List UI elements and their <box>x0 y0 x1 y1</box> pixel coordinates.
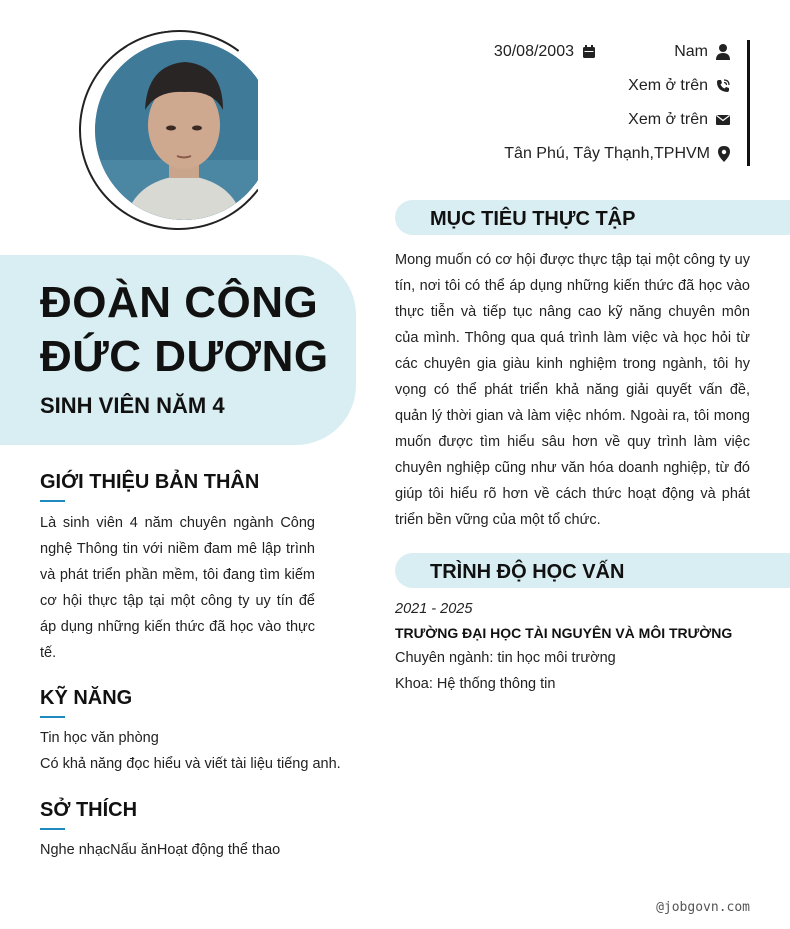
skill-item: Tin học văn phòng <box>40 730 159 746</box>
contact-phone <box>628 74 730 98</box>
education-heading: TRÌNH ĐỘ HỌC VẤN <box>430 561 625 583</box>
hobbies-underline <box>40 828 65 830</box>
avatar-crop-edge <box>258 30 298 230</box>
name-line-2: ĐỨC DƯƠNG <box>40 332 329 381</box>
objective-heading: MỤC TIÊU THỰC TẬP <box>430 208 636 230</box>
education-faculty: Khoa: Hệ thống thông tin <box>395 676 556 692</box>
person-icon <box>716 44 730 60</box>
avatar <box>95 40 273 220</box>
skill-item: Có khả năng đọc hiểu và viết tài liệu tiếng anh. <box>40 756 341 772</box>
phone-text: Xem ở trên <box>628 77 708 94</box>
contact-birthdate <box>494 40 596 64</box>
birthdate-text: 30/08/2003 <box>493 43 574 60</box>
hobbies-heading: SỞ THÍCH <box>40 799 138 821</box>
name-line-1: ĐOÀN CÔNG <box>40 278 319 327</box>
about-text: Là sinh viên 4 năm chuyên ngành Công nghệ Thông tin với niềm đam mê lập trình và phát triển phần mềm, tôi đang tìm kiếm cơ hội thực tập tại một công ty uy tín để áp dụng những kiến thức đã học vào thực tế. <box>40 515 315 661</box>
education-major: Chuyên ngành: tin học môi trường <box>395 650 616 666</box>
skills-heading: KỸ NĂNG <box>40 687 133 709</box>
phone-icon <box>716 79 730 93</box>
contact-gender <box>674 40 730 64</box>
gender-text: Nam <box>674 43 708 60</box>
location-pin-icon <box>718 146 730 162</box>
contact-address <box>504 142 730 166</box>
skills-underline <box>40 716 65 718</box>
address-text: Tân Phú, Tây Thạnh,TPHVM <box>504 145 710 162</box>
about-underline <box>40 500 65 502</box>
hobbies-text: Nghe nhạcNấu ănHoạt động thể thao <box>40 842 281 858</box>
contact-email <box>628 108 730 132</box>
education-years: 2021 - 2025 <box>395 601 473 617</box>
envelope-icon <box>716 114 730 126</box>
watermark: @jobgovn.com <box>656 900 750 915</box>
education-school: TRƯỜNG ĐẠI HỌC TÀI NGUYÊN VÀ MÔI TRƯỜNG <box>395 625 733 641</box>
objective-text: Mong muốn có cơ hội được thực tập tại một công ty uy tín, nơi tôi có thể áp dụng những kiến thức đã học vào thực tiễn và tiếp tục nâng cao kỹ năng chuyên môn của mình. Thông qua quá trình làm việc và học hỏi từ các chuyên gia giàu kinh nghiệm trong ngành, tôi hy vọng có thể phát triển khả năng giải quyết vấn đề, quản lý thời gian và làm việc nhóm. Ngoài ra, tôi mong muốn được tìm hiểu sâu hơn về quy trình làm việc chuyên nghiệp cũng như văn hóa doanh nghiệp, từ đó giúp tôi hiểu rõ hơn về cách thức hoạt động và phát triển bền vững của một tổ chức. <box>395 252 750 528</box>
job-title: SINH VIÊN NĂM 4 <box>40 393 225 418</box>
about-heading: GIỚI THIỆU BẢN THÂN <box>40 471 260 493</box>
email-text: Xem ở trên <box>628 111 708 128</box>
calendar-icon <box>582 45 596 59</box>
contact-divider <box>747 40 750 166</box>
